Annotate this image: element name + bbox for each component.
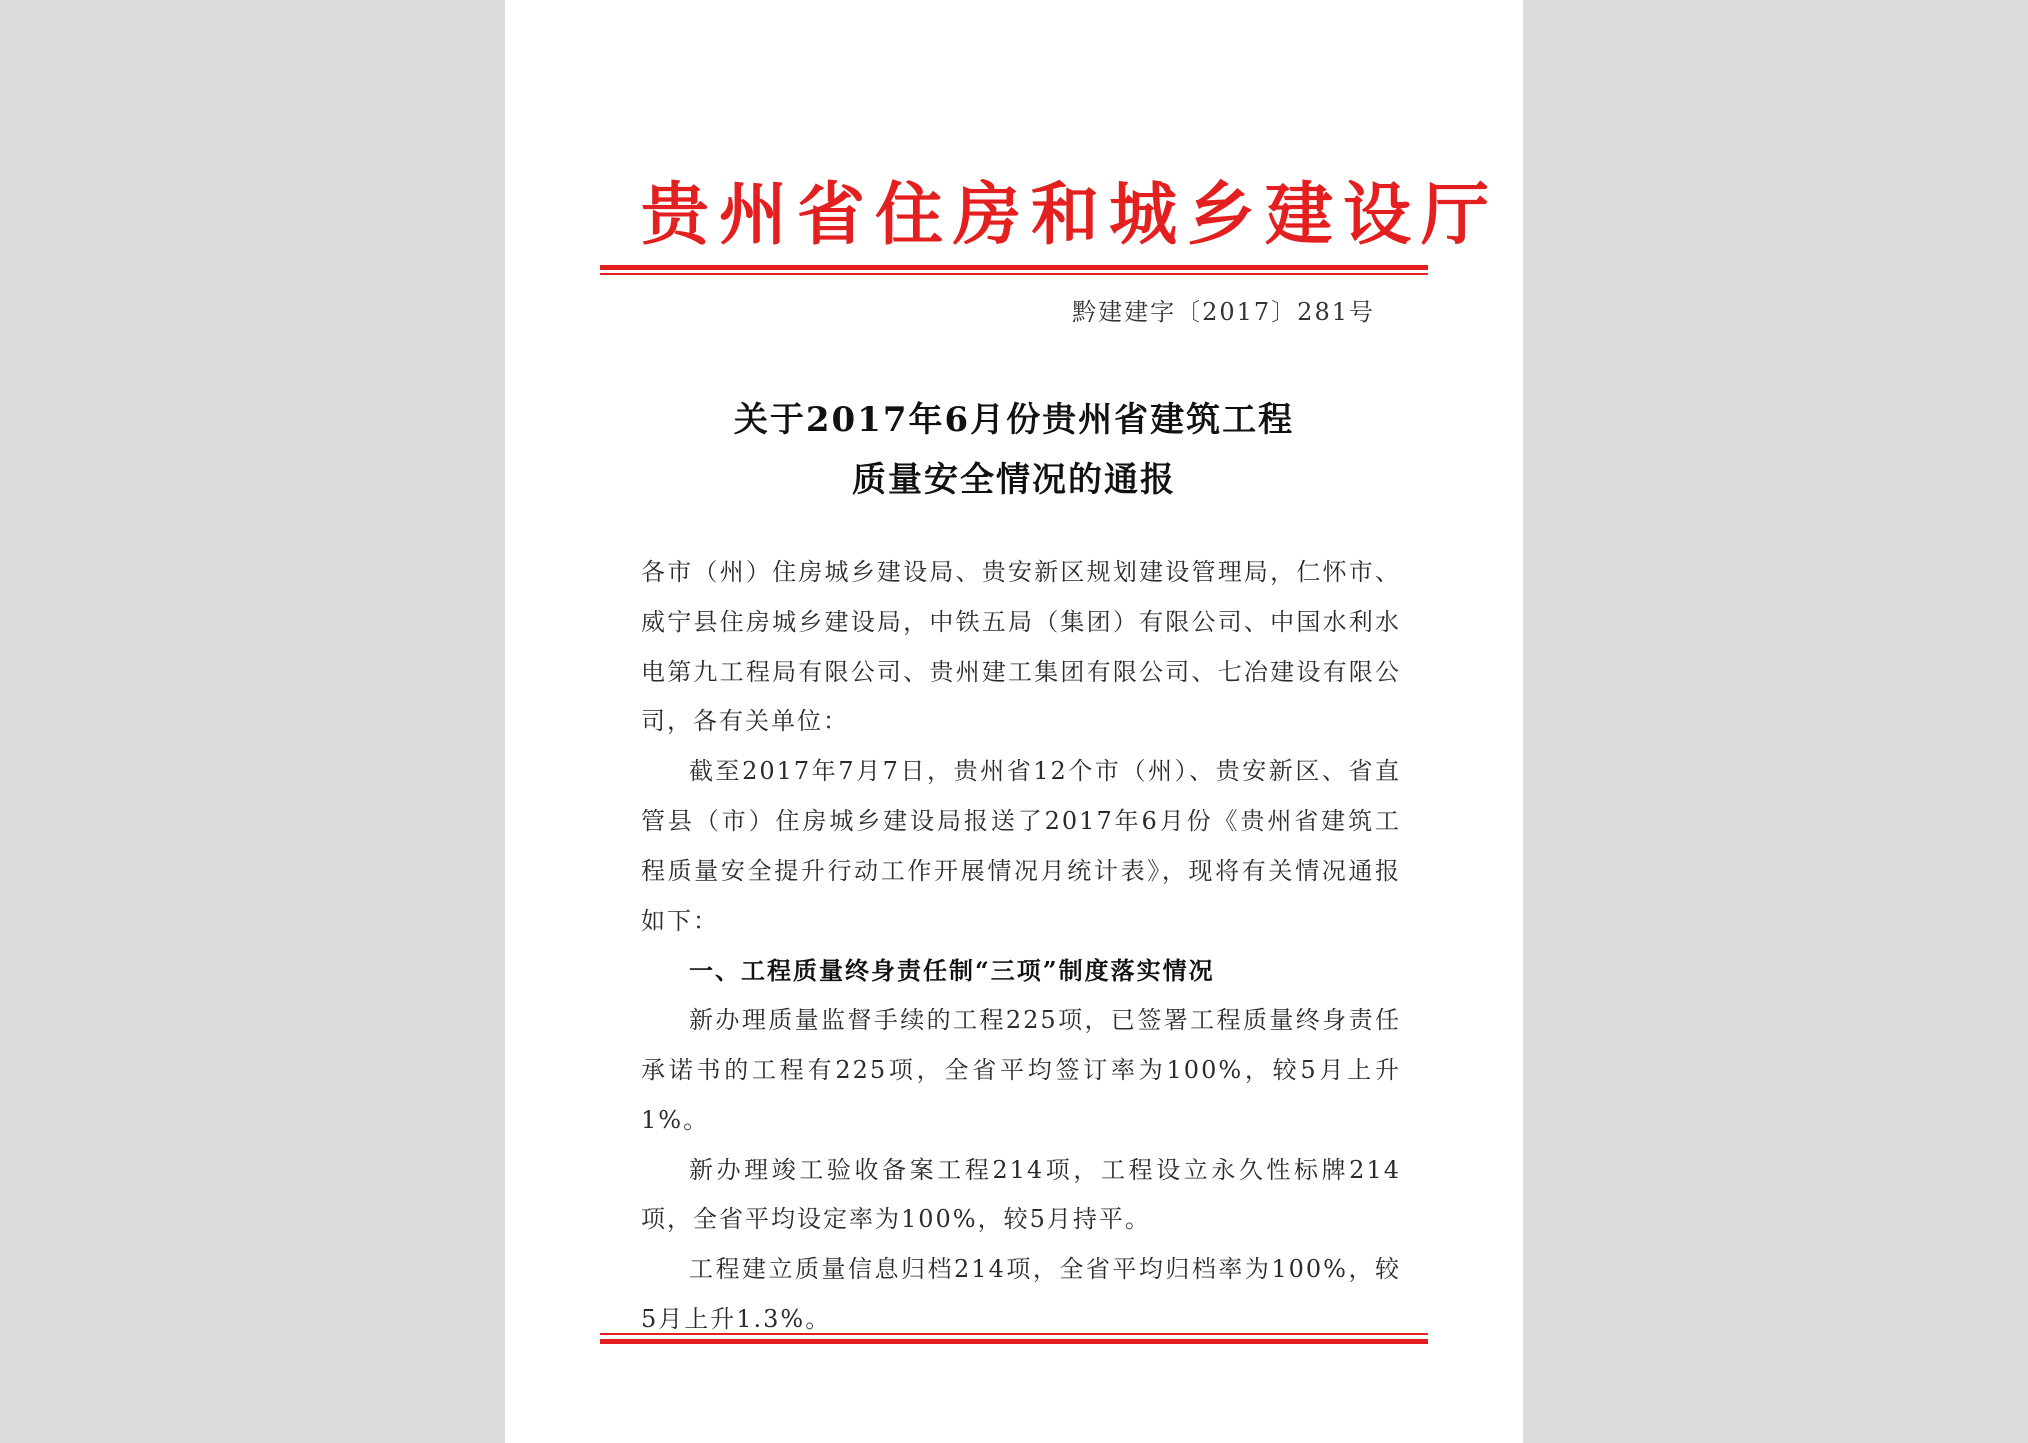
intro-paragraph: 截至2017年7月7日，贵州省12个市（州）、贵安新区、省直管县（市）住房城乡建设局报送了2017年6月份《贵州省建筑工程质量安全提升行动工作开展情况月统计表》，现将有关情况通报如下： xyxy=(641,757,1401,935)
header-red-rule-thin xyxy=(600,273,1428,275)
body-paragraph: 新办理竣工验收备案工程214项，工程设立永久性标牌214项，全省平均设定率为100%，较5月持平。 xyxy=(641,1155,1401,1234)
footer-red-rule-thin xyxy=(600,1333,1428,1335)
body-paragraph: 新办理质量监督手续的工程225项，已签署工程质量终身责任承诺书的工程有225项，全省平均签订率为100%，较5月上升1%。 xyxy=(641,1006,1401,1134)
document-title-line-1: 关于2017年6月份贵州省建筑工程 xyxy=(733,400,1295,440)
document-body xyxy=(641,548,1401,1345)
agency-header: 贵州省住房和城乡建设厅 xyxy=(641,175,1500,255)
section-heading: 一、工程质量终身责任制“三项”制度落实情况 xyxy=(689,956,1215,986)
document-page xyxy=(505,0,1523,1443)
document-number: 黔建建字〔2017〕281号 xyxy=(1072,298,1375,326)
header-red-rule-thick xyxy=(600,265,1428,270)
footer-red-rule-thick xyxy=(600,1339,1428,1344)
salutation-paragraph: 各市（州）住房城乡建设局、贵安新区规划建设管理局，仁怀市、威宁县住房城乡建设局，中铁五局（集团）有限公司、中国水利水电第九工程局有限公司、贵州建工集团有限公司、七冶建设有限公司，各有关单位： xyxy=(641,558,1401,736)
body-paragraph: 工程建立质量信息归档214项，全省平均归档率为100%，较5月上升1.3%。 xyxy=(641,1255,1401,1333)
document-title-line-2: 质量安全情况的通报 xyxy=(852,460,1176,500)
